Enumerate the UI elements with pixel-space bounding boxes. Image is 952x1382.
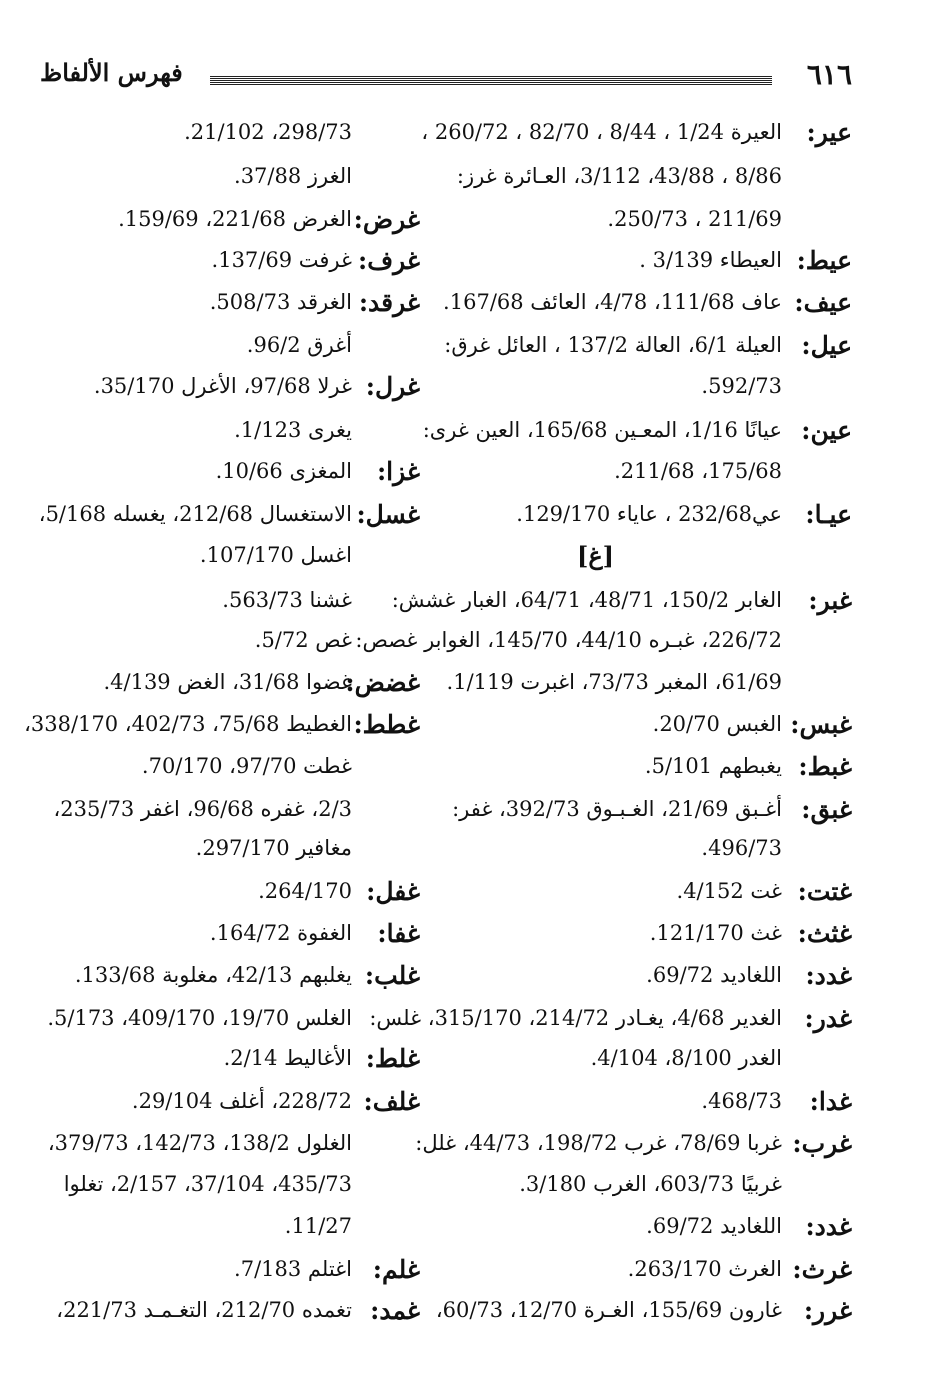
left-entry-text: تغمده 212/70، التغـمـد 221/73،	[56, 1298, 352, 1322]
right-entry-text: 496/73.	[701, 836, 782, 860]
right-headword: غدد:	[805, 1212, 852, 1241]
right-entry-text: الغدير 4/68، يغـادر 214/72، 315/170، غلس:	[369, 1006, 782, 1030]
right-headword: غتت:	[797, 877, 852, 906]
right-entry-text: غربيًا 603/73، الغرب 3/180.	[519, 1172, 782, 1196]
index-row	[40, 416, 852, 456]
right-headword: غرث:	[792, 1255, 852, 1284]
right-entry-text: 226/72، غبـره 44/10، 145/70، الغوابر غصص:	[355, 628, 782, 652]
right-entry-text: الغدر 8/100، 4/104.	[590, 1046, 782, 1070]
page-title: فهرس الألفاظ	[40, 58, 183, 87]
left-headword: غرف:	[357, 246, 420, 275]
right-headword: عين:	[801, 416, 852, 445]
index-row	[24, 710, 852, 750]
index-row	[40, 1255, 852, 1295]
index-row	[40, 1296, 852, 1336]
header-rule	[210, 76, 772, 85]
index-row	[40, 205, 852, 245]
right-entry-text: الغرث 263/170.	[627, 1257, 782, 1281]
right-entry-text: يغبطهم 5/101.	[644, 754, 782, 778]
index-row	[40, 246, 852, 286]
right-entry-text: العيلة 6/1، العالة 137/2 ، العائل غرق:	[444, 333, 782, 357]
left-headword: غرل:	[365, 372, 420, 401]
left-entry-text: غضوا 31/68، الغض 4/139.	[103, 670, 352, 694]
left-entry-text: 2/3، غفره 96/68، اغفر 235/73،	[53, 797, 352, 821]
right-headword: عيط:	[796, 246, 852, 275]
left-entry-text: يغرى 1/123.	[234, 418, 352, 442]
right-entry-text: غربا 78/69، غرب 198/72، 44/73، غلل:	[415, 1131, 782, 1155]
index-row	[40, 1044, 852, 1084]
left-entry-text: يغلبهم 42/13، مغلوبة 133/68.	[74, 963, 352, 987]
left-entry-text: مغافير 297/170.	[195, 836, 352, 860]
right-entry-text: عيانًا 1/16، المعـين 165/68، العين غرى:	[422, 418, 782, 442]
section-mark-row	[40, 541, 852, 581]
left-entry-text: الغرقد 508/73.	[209, 290, 352, 314]
page-number: ٦١٦	[806, 58, 852, 91]
right-entry-text: أغـبق 21/69، الغـبـوق 392/73، غفر:	[452, 797, 782, 821]
right-entry-text: عي232/68 ، عاياء 129/170.	[516, 502, 782, 526]
index-row	[40, 877, 852, 917]
right-entry-text: 175/68، 211/68.	[614, 459, 782, 483]
index-row	[40, 1087, 852, 1127]
right-headword: غبس:	[790, 710, 852, 739]
index-row	[40, 626, 852, 666]
right-headword: غبق:	[801, 795, 852, 824]
right-entry-text: 61/69، المغبر 73/73، اغبرت 1/119.	[446, 670, 782, 694]
right-headword: غرر:	[803, 1296, 852, 1325]
index-row	[40, 752, 852, 792]
index-row	[40, 834, 852, 874]
index-row	[40, 118, 852, 158]
index-row	[40, 331, 852, 371]
left-headword: غضض:	[345, 668, 420, 697]
left-headword: غفا:	[377, 919, 420, 948]
right-headword: غبر:	[808, 586, 852, 615]
left-entry-text: غص 5/72.	[254, 628, 352, 652]
left-entry-text: اغسل 107/170.	[199, 543, 352, 567]
left-headword: غلم:	[372, 1255, 420, 1284]
index-row	[40, 162, 852, 202]
left-entry-text: غرفت 137/69.	[211, 248, 352, 272]
left-entry-text: الغفوة 164/72.	[209, 921, 352, 945]
index-row	[40, 1170, 852, 1210]
index-row	[40, 457, 852, 497]
left-entry-text: أغرق 96/2.	[246, 333, 352, 357]
index-row	[40, 1129, 852, 1169]
right-entry-text: 592/73.	[701, 374, 782, 398]
left-headword: غطط:	[353, 710, 420, 739]
left-headword: غلف:	[363, 1087, 420, 1116]
section-mark: [غ]	[576, 541, 614, 570]
left-headword: غزا:	[376, 457, 420, 486]
right-entry-text: العيطاء 3/139 .	[639, 248, 782, 272]
right-headword: غدر:	[804, 1004, 852, 1033]
left-headword: غرقد:	[358, 288, 420, 317]
index-row	[40, 372, 852, 412]
left-headword: غلط:	[365, 1044, 420, 1073]
index-row	[40, 961, 852, 1001]
left-entry-text: الاستغسال 212/68، يغسله 5/168،	[38, 502, 352, 526]
left-entry-text: غرلا 97/68، الأغرل 35/170.	[93, 374, 352, 398]
left-entry-text: الغطيط 75/68، 402/73، 338/170،	[24, 712, 352, 736]
right-entry-text: العيرة 1/24 ، 8/44 ، 82/70 ، 260/72 ،	[421, 120, 782, 144]
right-entry-text: 468/73.	[701, 1089, 782, 1113]
right-entry-text: عاف 111/68، 4/78، العائف 167/68.	[443, 290, 782, 314]
right-headword: غثث:	[797, 919, 852, 948]
left-entry-text: 298/73، 21/102.	[184, 120, 352, 144]
left-headword: غرض:	[353, 205, 420, 234]
left-headword: غفل:	[366, 877, 420, 906]
right-headword: غدا:	[809, 1087, 852, 1116]
left-entry-text: الغلول 138/2، 142/73، 379/73،	[47, 1131, 352, 1155]
page-header	[40, 58, 852, 98]
left-entry-text: غطت 97/70، 70/170.	[141, 754, 352, 778]
left-entry-text: الأغاليط 2/14.	[223, 1046, 352, 1070]
right-headword: غرب:	[792, 1129, 852, 1158]
right-headword: غدد:	[805, 961, 852, 990]
left-headword: غسل:	[356, 500, 420, 529]
right-entry-text: 211/69 ، 250/73.	[607, 207, 782, 231]
index-row	[40, 1212, 852, 1252]
right-entry-text: اللغاديد 69/72.	[646, 963, 782, 987]
right-entry-text: غت 4/152.	[676, 879, 782, 903]
index-row	[40, 288, 852, 328]
index-row	[40, 919, 852, 959]
right-entry-text: غارون 155/69، الغـرة 12/70، 60/73،	[435, 1298, 782, 1322]
left-entry-text: اغتلم 7/183.	[234, 1257, 352, 1281]
left-entry-text: الغرز 37/88.	[234, 164, 352, 188]
left-entry-text: الغلس 19/70، 409/170، 5/173.	[47, 1006, 352, 1030]
index-row	[40, 500, 852, 540]
right-headword: غبط:	[798, 752, 852, 781]
right-entry-text: غث 121/170.	[649, 921, 782, 945]
right-entry-text: الغبس 20/70.	[652, 712, 782, 736]
left-entry-text: غشنا 563/73.	[222, 588, 352, 612]
left-entry-text: 11/27.	[284, 1214, 352, 1238]
right-entry-text: 8/86 ، 43/88، 3/112، العـائرة غرز:	[456, 164, 782, 188]
index-row	[40, 1004, 852, 1044]
right-headword: عيل:	[801, 331, 852, 360]
left-entry-text: 228/72، أغلف 29/104.	[131, 1089, 352, 1113]
right-entry-text: الغابر 150/2، 48/71، 64/71، الغبار غشش:	[391, 588, 782, 612]
index-row	[40, 795, 852, 835]
index-row	[40, 586, 852, 626]
left-entry-text: 264/170.	[258, 879, 352, 903]
left-headword: غلب:	[364, 961, 420, 990]
left-entry-text: المغزى 10/66.	[215, 459, 352, 483]
left-headword: غمد:	[370, 1296, 420, 1325]
index-row	[40, 668, 852, 708]
right-headword: عيف:	[794, 288, 852, 317]
right-headword: عير:	[806, 118, 852, 147]
right-headword: عيـا:	[805, 500, 852, 529]
left-entry-text: الغرض 221/68، 159/69.	[118, 207, 352, 231]
left-entry-text: 435/73، 37/104، 2/157، تغلوا	[63, 1172, 352, 1196]
right-entry-text: اللغاديد 69/72.	[646, 1214, 782, 1238]
